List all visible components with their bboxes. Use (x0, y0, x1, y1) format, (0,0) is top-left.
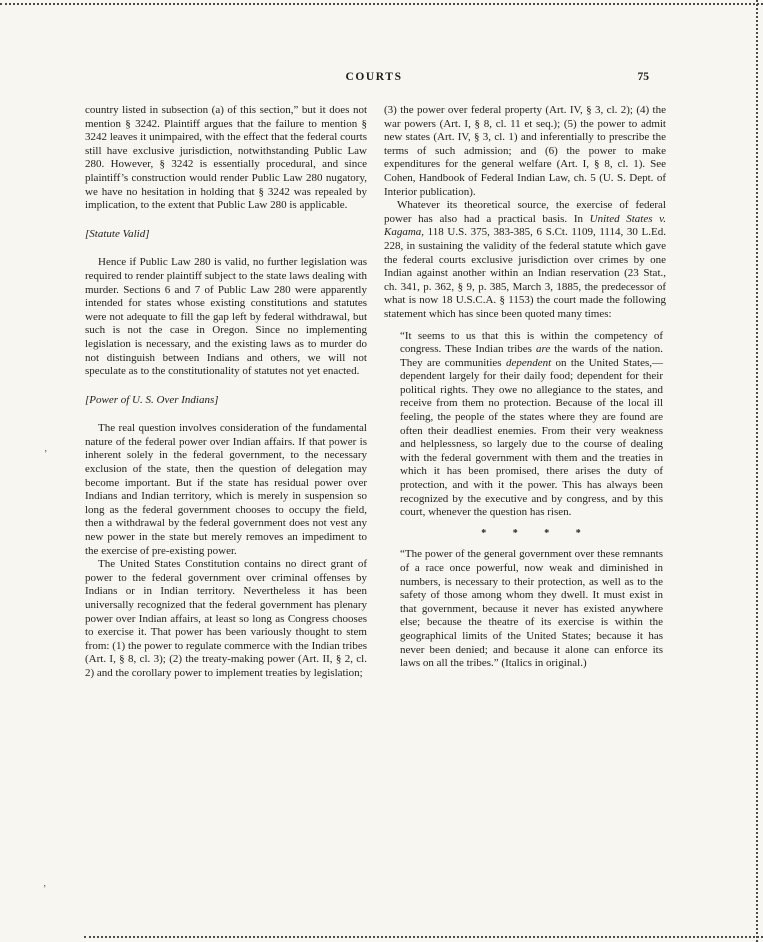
running-head (85, 71, 663, 87)
kagama-text-before-case: Whatever its theoretical source, the exercise of federal power has also had a practical basis. In (384, 199, 666, 225)
case-name: United States v. Kagama, (384, 212, 666, 239)
quote1-seg3: the wards of the nation. They are communities (400, 343, 663, 369)
left-column (85, 104, 367, 681)
paragraph-federal-power-1: The real question involves consideration of the fundamental nature of the federal power over Indian affairs. If that power is inherent solely in the federal government, to the necessary exclusion of the state, then the question of delegation may become important. But if the state has residual power over Indians and Indian territory, which is merely in suspension so long as the federal government chooses to occupy the field, then a withdrawal by the federal government does not vest any new power in the state but merely removes an impediment to the exercise of pre-existing power. (85, 422, 367, 557)
blockquote-kagama-2: “The power of the general government over these remnants of a race once powerful, now weak and diminished in numbers, is necessary to their protection, as well as to the safety of those among whom they dwell. It must exist in that government, because it never has existed anywhere else; because the theatre of its exercise is within the geographical limits of the United States; because it has never been denied; and because it alone can enforce its laws on all the tribes.” (Italics in original.) (400, 548, 663, 670)
section-heading-power-over-indians: [Power of U. S. Over Indians] (85, 393, 219, 406)
paragraph-federal-power-2: The United States Constitution contains no direct grant of power to the federal government over criminal offenses by Indians or in Indian territory. Nevertheless it has been universally recognized that the federal government has plenary power over Indian affairs, at least so long as Congress chooses to exercise it. That power has been variously thought to stem from: (1) the power to regulate commerce with the Indian tribes (Art. I, § 8, cl. 3); (2) the treaty-making power (Art. II, § 2, cl. 2) and the corollary power to implement treaties by legislation; (85, 558, 367, 679)
section-heading-statute-valid: [Statute Valid] (85, 227, 150, 240)
scan-artifact: ’ (43, 884, 47, 895)
scan-artifact: ’ (44, 449, 48, 460)
paragraph-kagama-citation (384, 199, 666, 321)
page-edge-top (0, 3, 763, 5)
page-edge-bottom (84, 936, 763, 938)
quote1-italic-are: are (535, 343, 551, 356)
quote1-seg5: on the United States,—dependent largely for their daily food; dependent for their political rights. They owe no allegiance to the states, and receive from them no protection. Because of the local ill feeling, the people of the states where they are found are often their deadliest enemies. From their very weakness and helplessness, so largely due to the course of dealing with the federal government with them and the treaties in which it has been promised, there arises the duty of protection, and with it the power. This has always been recognized by the executive and by congress, and by this court, whenever the question has risen. (400, 356, 664, 519)
running-head-title: COURTS (345, 71, 403, 83)
page-number: 75 (637, 71, 649, 83)
quote1-italic-dependent: dependent (505, 356, 552, 369)
paragraph-enumerated-powers-continuation: (3) the power over federal property (Art. IV, § 3, cl. 2); (4) the war powers (Art. I, § 8, cl. 11 et seq.); (5) the power to admit new states (Art. IV, § 3, cl. 1) and inferentially to prescribe the terms of such admission; and (6) the power to make expenditures for the general welfare (Art. I, § 8, cl. 1). See Cohen, Handbook of Federal Indian Law, ch. 5 (U. S. Dept. of Interior publication). (384, 104, 666, 198)
right-column (384, 104, 666, 681)
paragraph-statute-valid: Hence if Public Law 280 is valid, no further legislation was required to render plaintiff subject to the state laws dealing with murder. Sections 6 and 7 of Public Law 280 were apparently intended for states whose existing constitutions and statutes were not adequate to fill the gap left by federal withdrawal, but such is not the case in Oregon. Since no implementing legislation is necessary, and the existing laws as to murder do not distinguish between Indians and others, we will not speculate as to the constitutionality of statutes not yet enacted. (85, 256, 367, 378)
kagama-text-after-case: 118 U.S. 375, 383-385, 6 S.Ct. 1109, 1114, 30 L.Ed. 228, in sustaining the validity of the federal statute which gave the federal courts exclusive jurisdiction over crimes by one Indian against another within an Indian reservation (23 Stat., ch. 341, p. 362, § 9, p. 385, March 3, 1885, the predecessor of what is now 18 U.S.C.A. § 1153) the court made the following statement which has since been quoted many times: (384, 226, 666, 320)
paragraph-continuation: country listed in subsection (a) of this section,” but it does not mention § 3242. Plaintiff argues that the failure to mention § 3242 leaves it unimpaired, with the effect that the federal courts still have exclusive jurisdiction, notwithstanding Public Law 280. However, § 3242 is essentially procedural, and since plaintiff’s construction would render Public Law 280 nugatory, we have no hesitation in holding that § 3242 was repealed by implication, to the extent that Public Law 280 is applicable. (85, 104, 367, 212)
blockquote-kagama-1 (400, 330, 663, 520)
page-edge-right (756, 0, 758, 942)
quote1-seg1: “It seems to us that this is within the competency of congress. These Indian tribes (400, 329, 663, 356)
text-columns (85, 104, 666, 681)
quote-ellipsis-separator: * * * * (481, 527, 582, 539)
